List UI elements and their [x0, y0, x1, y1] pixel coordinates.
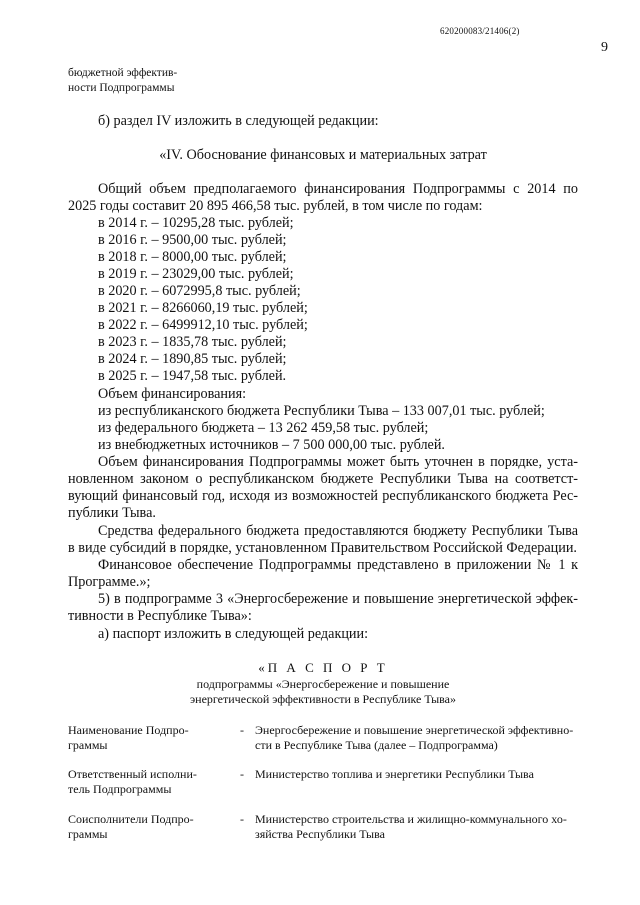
text-line: бюджетной эффектив-: [68, 67, 178, 79]
item-a: а) паспорт изложить в следующей редакции:: [98, 626, 369, 642]
year-item: в 2024 г. – 1890,85 тыс. рублей;: [98, 351, 287, 367]
paragraph-line: Программе.»;: [68, 574, 151, 590]
previous-table-row-label: [68, 66, 177, 96]
year-item: в 2019 г. – 23029,00 тыс. рублей;: [98, 266, 294, 282]
text-line: Министерство топлива и энергетики Республики Тыва: [255, 767, 534, 781]
text-line: зяйства Республики Тыва: [255, 827, 385, 841]
text-line: Наименование Подпро-: [68, 723, 189, 737]
year-item: в 2020 г. – 6072995,8 тыс. рублей;: [98, 283, 301, 299]
passport-subtitle: подпрограммы «Энергосбережение и повышение: [196, 677, 450, 691]
volume-heading: Объем финансирования:: [98, 386, 247, 402]
year-item: в 2025 г. – 1947,58 тыс. рублей.: [98, 368, 287, 384]
passport-row-label: [68, 723, 189, 753]
paragraph-line: Объем финансирования Подпрограммы может быть уточнен в порядке, уста-: [98, 454, 578, 470]
paragraph-line: новленном законом о республиканском бюджете Республики Тыва на соответст-: [68, 471, 578, 487]
text-line: граммы: [68, 738, 108, 752]
item-5-line: 5) в подпрограмме 3 «Энергосбережение и повышение энергетической эффек-: [98, 591, 578, 607]
passport-row-value: [255, 767, 534, 782]
text-line: граммы: [68, 827, 108, 841]
source-item: из республиканского бюджета Республики Тыва – 133 007,01 тыс. рублей;: [98, 403, 545, 419]
passport-subtitle: энергетической эффективности в Республике Тыва»: [190, 692, 456, 706]
paragraph-line: вующий финансовый год, исходя из возможностей республиканского бюджета Рес-: [68, 488, 578, 504]
text-line: Ответственный исполни-: [68, 767, 197, 781]
paragraph-line: Средства федерального бюджета предоставляются бюджету Республики Тыва: [98, 523, 578, 539]
year-item: в 2016 г. – 9500,00 тыс. рублей;: [98, 232, 287, 248]
text-line: ности Подпрограммы: [68, 82, 175, 94]
section-title: «IV. Обоснование финансовых и материальных затрат: [159, 147, 487, 163]
text-line: Энергосбережение и повышение энергетической эффективно-: [255, 723, 574, 737]
source-item: из внебюджетных источников – 7 500 000,00 тыс. рублей.: [98, 437, 445, 453]
passport-title: «П А С П О Р Т: [258, 660, 388, 675]
year-item: в 2018 г. – 8000,00 тыс. рублей;: [98, 249, 287, 265]
year-item: в 2022 г. – 6499912,10 тыс. рублей;: [98, 317, 308, 333]
passport-row-dash: -: [240, 723, 244, 737]
page-number: 9: [601, 40, 608, 55]
intro-line: 2025 годы составит 20 895 466,58 тыс. рублей, в том числе по годам:: [68, 198, 483, 214]
item-b: б) раздел IV изложить в следующей редакции:: [98, 113, 379, 129]
paragraph-line: публики Тыва.: [68, 505, 156, 521]
text-line: Министерство строительства и жилищно-коммунального хо-: [255, 812, 567, 826]
text-line: сти в Республике Тыва (далее – Подпрограмма): [255, 738, 498, 752]
document-id: 620200083/21406(2): [440, 26, 520, 36]
passport-row-dash: -: [240, 812, 244, 826]
text-line: Соисполнители Подпро-: [68, 812, 194, 826]
paragraph-line: в виде субсидий в порядке, установленном Правительством Российской Федерации.: [68, 540, 577, 556]
passport-row-value: [255, 723, 573, 753]
text-line: тель Подпрограммы: [68, 782, 172, 796]
year-item: в 2023 г. – 1835,78 тыс. рублей;: [98, 334, 287, 350]
year-item: в 2014 г. – 10295,28 тыс. рублей;: [98, 215, 294, 231]
item-5-line: тивности в Республике Тыва»:: [68, 608, 252, 624]
year-item: в 2021 г. – 8266060,19 тыс. рублей;: [98, 300, 308, 316]
passport-row-value: [255, 812, 567, 842]
source-item: из федерального бюджета – 13 262 459,58 тыс. рублей;: [98, 420, 429, 436]
passport-row-label: [68, 767, 197, 797]
paragraph-line: Финансовое обеспечение Подпрограммы представлено в приложении № 1 к: [98, 557, 578, 573]
intro-line: Общий объем предполагаемого финансирования Подпрограммы с 2014 по: [98, 181, 578, 197]
passport-row-label: [68, 812, 194, 842]
passport-row-dash: -: [240, 767, 244, 781]
